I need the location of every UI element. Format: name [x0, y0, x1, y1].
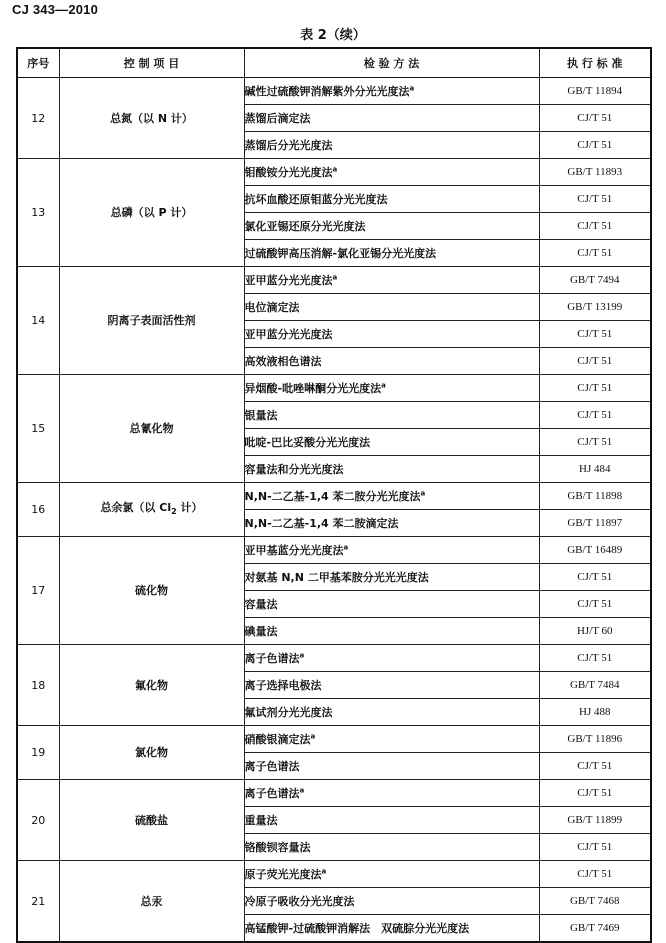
row-number-cell: 14 — [17, 267, 59, 375]
row-number-cell: 17 — [17, 537, 59, 645]
column-header-method: 检 验 方 法 — [244, 48, 539, 78]
footnote-mark: a — [420, 488, 426, 497]
method-text: 吡啶-巴比妥酸分光光度法 — [244, 435, 371, 449]
method-text: 蒸馏后滴定法 — [244, 111, 311, 125]
control-item-subscript: 2 — [171, 507, 177, 517]
method-text: N,N-二乙基-1,4 苯二胺滴定法 — [244, 516, 399, 530]
method-cell — [244, 294, 539, 321]
control-item-cell: 氯化物 — [59, 726, 244, 780]
method-cell — [244, 186, 539, 213]
row-number-cell: 19 — [17, 726, 59, 780]
method-text: 过硫酸钾高压消解-氯化亚锡分光光度法 — [244, 246, 437, 260]
method-cell — [244, 159, 539, 186]
method-text: 高锰酸钾-过硫酸钾消解法 双硫腙分光光度法 — [244, 921, 470, 935]
control-item-cell: 总氮（以 N 计） — [59, 78, 244, 159]
method-cell — [244, 672, 539, 699]
method-text: N,N-二乙基-1,4 苯二胺分光光度法 — [244, 489, 421, 503]
table-title: 表 2（续） — [300, 28, 366, 43]
control-item-cell: 总氰化物 — [59, 375, 244, 483]
standard-cell: GB/T 7469 — [539, 915, 651, 943]
standard-cell: GB/T 13199 — [539, 294, 651, 321]
row-number-cell: 12 — [17, 78, 59, 159]
method-cell — [244, 591, 539, 618]
table-row — [17, 483, 651, 510]
method-cell — [244, 645, 539, 672]
standard-cell: GB/T 7468 — [539, 888, 651, 915]
method-cell — [244, 267, 539, 294]
method-cell — [244, 456, 539, 483]
footnote-mark: a — [343, 542, 349, 551]
method-cell — [244, 321, 539, 348]
method-cell — [244, 726, 539, 753]
table-row — [17, 267, 651, 294]
method-text: 铬酸钡容量法 — [244, 840, 311, 854]
control-item-cell — [59, 483, 244, 537]
standard-cell: CJ/T 51 — [539, 186, 651, 213]
standard-cell: HJ 484 — [539, 456, 651, 483]
footnote-mark: a — [381, 380, 386, 389]
standard-cell: HJ 488 — [539, 699, 651, 726]
standard-cell: CJ/T 51 — [539, 645, 651, 672]
method-cell — [244, 807, 539, 834]
method-cell — [244, 132, 539, 159]
method-cell — [244, 699, 539, 726]
standard-cell: CJ/T 51 — [539, 375, 651, 402]
method-text: 亚甲蓝分光光度法 — [244, 327, 333, 341]
standard-cell: GB/T 7494 — [539, 267, 651, 294]
method-cell — [244, 348, 539, 375]
method-text: 氟试剂分光光度法 — [244, 705, 333, 719]
control-item-cell: 总汞 — [59, 861, 244, 943]
control-item-cell: 阴离子表面活性剂 — [59, 267, 244, 375]
standard-cell: CJ/T 51 — [539, 402, 651, 429]
document-code: CJ 343—2010 — [12, 2, 99, 17]
method-cell — [244, 240, 539, 267]
method-cell — [244, 537, 539, 564]
method-text: 离子色谱法 — [244, 651, 300, 665]
method-text: 亚甲蓝分光光度法 — [244, 273, 333, 287]
footnote-mark: a — [310, 731, 316, 740]
method-cell — [244, 753, 539, 780]
row-number-cell: 20 — [17, 780, 59, 861]
method-cell — [244, 564, 539, 591]
standard-cell: CJ/T 51 — [539, 564, 651, 591]
method-cell — [244, 429, 539, 456]
method-text: 重量法 — [244, 813, 278, 827]
footnote-mark: a — [332, 164, 338, 173]
method-cell — [244, 510, 539, 537]
method-text: 原子荧光光度法 — [244, 867, 322, 881]
method-cell — [244, 888, 539, 915]
method-cell — [244, 78, 539, 105]
table-row — [17, 861, 651, 888]
standard-cell: CJ/T 51 — [539, 348, 651, 375]
method-text: 冷原子吸收分光光度法 — [244, 894, 355, 908]
table-row — [17, 159, 651, 186]
standard-cell: GB/T 11893 — [539, 159, 651, 186]
standard-cell: CJ/T 51 — [539, 429, 651, 456]
column-header-item: 控 制 项 目 — [59, 48, 244, 78]
footnote-mark: a — [321, 866, 327, 875]
standard-cell: GB/T 7484 — [539, 672, 651, 699]
table-row — [17, 78, 651, 105]
row-number-cell: 16 — [17, 483, 59, 537]
standard-cell: CJ/T 51 — [539, 213, 651, 240]
footnote-mark: a — [409, 83, 415, 92]
standard-cell: CJ/T 51 — [539, 321, 651, 348]
footnote-mark: a — [299, 650, 305, 659]
standard-cell: CJ/T 51 — [539, 861, 651, 888]
method-cell — [244, 483, 539, 510]
method-cell — [244, 861, 539, 888]
method-cell — [244, 834, 539, 861]
method-text: 亚甲基蓝分光光度法 — [244, 543, 344, 557]
standard-cell: HJ/T 60 — [539, 618, 651, 645]
row-number-cell: 18 — [17, 645, 59, 726]
method-text: 钼酸铵分光光度法 — [244, 165, 333, 179]
standard-cell: CJ/T 51 — [539, 753, 651, 780]
standard-cell: GB/T 11896 — [539, 726, 651, 753]
method-text: 氯化亚锡还原分光光度法 — [244, 219, 366, 233]
standard-cell: CJ/T 51 — [539, 780, 651, 807]
method-text: 碱性过硫酸钾消解紫外分光光度法 — [244, 84, 410, 98]
method-text: 对氨基 N,N 二甲基苯胺分光光光度法 — [244, 570, 429, 584]
method-text: 离子色谱法 — [244, 759, 300, 773]
table-body — [17, 78, 651, 943]
standard-cell: CJ/T 51 — [539, 105, 651, 132]
method-cell — [244, 402, 539, 429]
control-item-text: 总余氯（以 Cl — [100, 501, 172, 515]
table-row — [17, 726, 651, 753]
method-text: 容量法和分光光度法 — [244, 462, 344, 476]
inspection-methods-table — [16, 47, 652, 943]
method-cell — [244, 105, 539, 132]
standard-cell: GB/T 11899 — [539, 807, 651, 834]
table-row — [17, 645, 651, 672]
table-row — [17, 375, 651, 402]
method-text: 抗坏血酸还原钼蓝分光光度法 — [244, 192, 388, 206]
control-item-cell: 总磷（以 P 计） — [59, 159, 244, 267]
standard-cell: CJ/T 51 — [539, 240, 651, 267]
row-number-cell: 13 — [17, 159, 59, 267]
standard-cell: GB/T 11898 — [539, 483, 651, 510]
method-text: 异烟酸-吡唑啉酮分光光度法 — [244, 381, 382, 395]
row-number-cell: 21 — [17, 861, 59, 943]
method-text: 电位滴定法 — [244, 300, 300, 314]
standard-cell: GB/T 11894 — [539, 78, 651, 105]
method-text: 硝酸银滴定法 — [244, 732, 311, 746]
row-number-cell: 15 — [17, 375, 59, 483]
method-text: 容量法 — [244, 597, 278, 611]
method-cell — [244, 375, 539, 402]
method-text: 高效液相色谱法 — [244, 354, 322, 368]
method-text: 离子选择电极法 — [244, 678, 322, 692]
standard-cell: GB/T 11897 — [539, 510, 651, 537]
footnote-mark: a — [299, 785, 305, 794]
standard-cell: CJ/T 51 — [539, 591, 651, 618]
method-cell — [244, 618, 539, 645]
control-item-text-suffix: 计） — [176, 501, 203, 515]
standard-cell: CJ/T 51 — [539, 132, 651, 159]
standard-cell: GB/T 16489 — [539, 537, 651, 564]
footnote-mark: a — [332, 272, 338, 281]
method-text: 银量法 — [244, 408, 278, 422]
control-item-cell: 氟化物 — [59, 645, 244, 726]
method-cell — [244, 780, 539, 807]
method-text: 碘量法 — [244, 624, 278, 638]
table-header-row — [17, 48, 651, 78]
control-item-cell: 硫酸盐 — [59, 780, 244, 861]
column-header-standard: 执 行 标 准 — [539, 48, 651, 78]
standard-cell: CJ/T 51 — [539, 834, 651, 861]
control-item-cell: 硫化物 — [59, 537, 244, 645]
column-header-no: 序号 — [17, 48, 59, 78]
method-text: 离子色谱法 — [244, 786, 300, 800]
table-row — [17, 537, 651, 564]
method-cell — [244, 213, 539, 240]
method-cell — [244, 915, 539, 943]
method-text: 蒸馏后分光光度法 — [244, 138, 333, 152]
table-row — [17, 780, 651, 807]
